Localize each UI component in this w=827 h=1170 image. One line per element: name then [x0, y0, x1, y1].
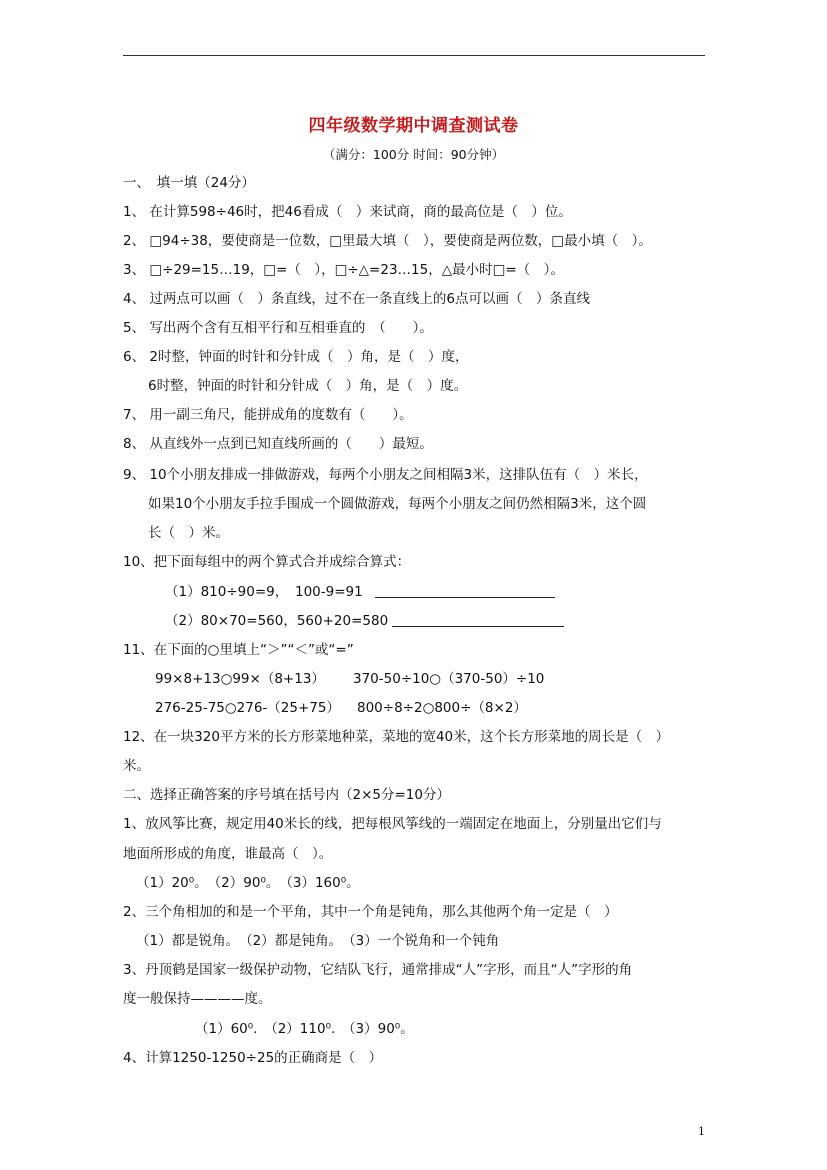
question-2-1-line2: 地面所形成的角度，谁最高（ ）。	[123, 846, 333, 862]
question-1-11-item-d: 800÷8÷2○800÷（8×2）	[357, 700, 527, 716]
question-1-10-part1	[165, 583, 555, 601]
question-1-10-part2-text: （2）80×70=560，560+20=580	[165, 613, 389, 629]
header-rule	[123, 55, 705, 56]
page-number: 1	[698, 1125, 705, 1138]
question-1-3: 3、 □÷29=15…19，□=（ ），□÷△=23…15，△最小时□=（ ）。	[123, 262, 564, 278]
question-1-11: 11、在下面的○里填上“＞”“＜”或“=”	[123, 642, 354, 658]
question-1-10: 10、把下面每组中的两个算式合并成综合算式：	[123, 554, 411, 570]
answer-blank[interactable]	[375, 583, 555, 598]
question-1-9-line3: 长（ ）米。	[148, 525, 229, 541]
question-1-10-part1-text: （1）810÷90=9， 100-9=91	[165, 584, 363, 600]
question-1-7: 7、 用一副三角尺，能拼成角的度数有（ ）。	[123, 407, 413, 423]
question-1-11-item-a: 99×8+13○99×（8+13）	[155, 671, 325, 687]
question-1-4: 4、 过两点可以画（ ）条直线，过不在一条直线上的6点可以画（ ）条直线	[123, 291, 590, 307]
question-1-10-part2	[165, 612, 564, 630]
question-1-11-item-c: 276-25-75○276-（25+75）	[155, 700, 340, 716]
question-2-1-line1: 1、放风筝比赛，规定用40米长的线，把每根风筝线的一端固定在地面上，分别量出它们与	[123, 816, 662, 832]
question-1-12-line1: 12、在一块320平方米的长方形菜地种菜，菜地的宽40米，这个长方形菜地的周长是（ ）	[123, 729, 670, 745]
page-subtitle: （满分：100分 时间：90分钟）	[322, 147, 505, 162]
question-1-9-line2: 如果10个小朋友手拉手围成一个圆做游戏，每两个小朋友之间仍然相隔3米，这个圆	[148, 496, 647, 512]
question-2-3-options: （1）60⁰. （2）110⁰. （3）90⁰。	[195, 1021, 414, 1037]
question-1-2: 2、 □94÷38，要使商是一位数，□里最大填（ ），要使商是两位数，□最小填（ ）。	[123, 233, 652, 249]
question-1-12-line2: 米。	[123, 758, 150, 774]
question-1-5: 5、 写出两个含有互相平行和互相垂直的 （ ）。	[123, 320, 433, 336]
question-2-2-options: （1）都是锐角。 （2）都是钝角。 （3）一个锐角和一个钝角	[136, 933, 500, 949]
question-2-3-line2: 度一般保持————度。	[123, 991, 272, 1007]
question-2-3-line1: 3、丹顶鹤是国家一级保护动物，它结队飞行，通常排成“人”字形，而且“人”字形的角	[123, 962, 633, 978]
section1-heading: 一、 填一填（24分）	[123, 175, 255, 191]
question-2-4: 4、计算1250-1250÷25的正确商是（ ）	[123, 1050, 383, 1066]
section2-heading: 二、选择正确答案的序号填在括号内（2×5分=10分）	[123, 787, 450, 803]
question-1-6-line1: 6、 2时整，钟面的时针和分针成（ ）角，是（ ）度，	[123, 349, 469, 365]
question-1-11-item-b: 370-50÷10○（370-50）÷10	[353, 671, 545, 687]
question-1-1: 1、 在计算598÷46时，把46看成（ ）来试商，商的最高位是（ ）位。	[123, 204, 572, 220]
answer-blank[interactable]	[392, 612, 564, 627]
page-title: 四年级数学期中调查测试卷	[308, 116, 519, 136]
question-2-1-options: （1）20⁰。 （2）90⁰。 （3）160⁰。	[136, 875, 360, 891]
question-2-2: 2、三个角相加的和是一个平角，其中一个角是钝角，那么其他两个角一定是（ ）	[123, 904, 618, 920]
question-1-6-line2: 6时整，钟面的时针和分针成（ ）角，是（ ）度。	[148, 378, 468, 394]
question-1-9-line1: 9、 10个小朋友排成一排做游戏，每两个小朋友之间相隔3米，这排队伍有（ ）米长，	[123, 467, 648, 483]
question-1-8: 8、 从直线外一点到已知直线所画的（ ）最短。	[123, 436, 433, 452]
